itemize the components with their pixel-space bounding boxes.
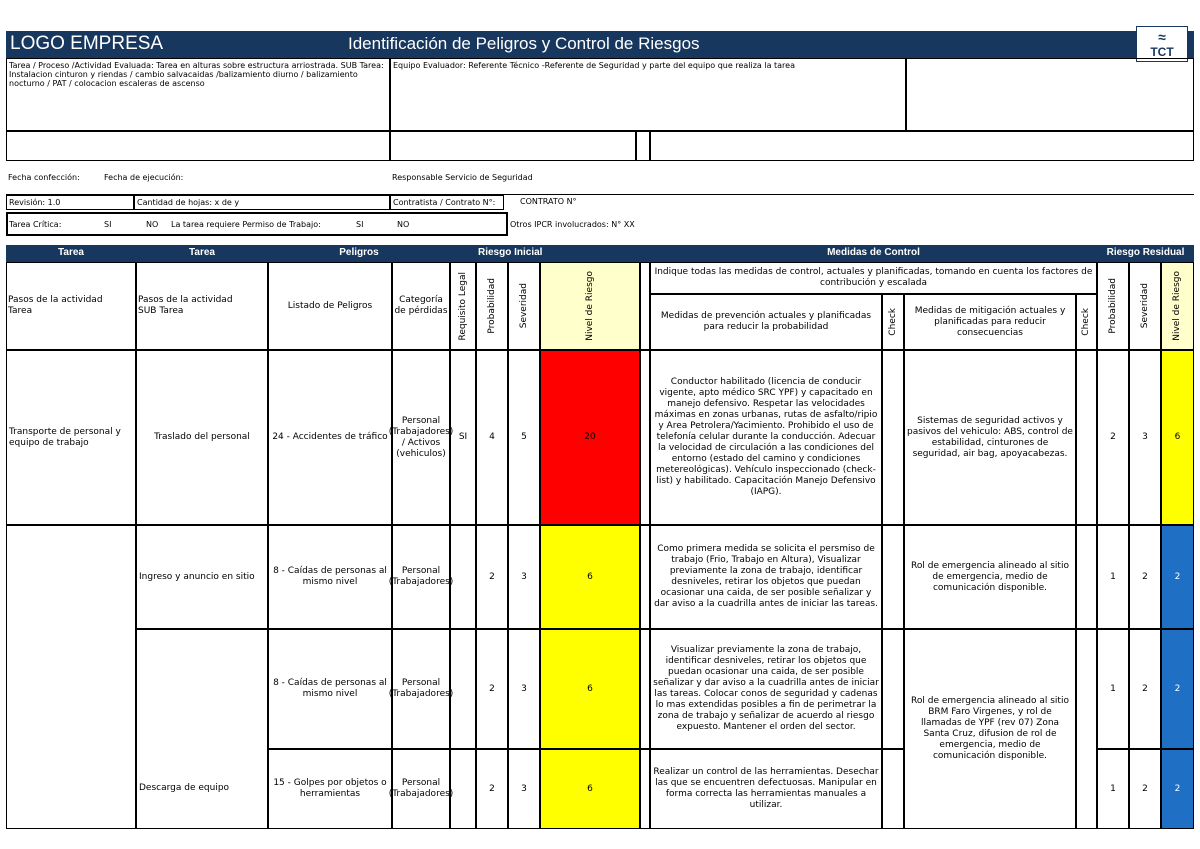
blank-cell (906, 58, 1194, 131)
section-riesgo-residual: Riesgo Residual (1097, 245, 1194, 262)
row3-probabilidad: 2 (476, 629, 508, 749)
row4-check-prevencion[interactable] (882, 749, 904, 829)
page-title: Identificación de Peligros y Control de Riesgos (348, 34, 700, 53)
col-check-mitigacion: Check (1076, 294, 1097, 350)
tarea-critica-label: Tarea Crítica: (9, 220, 62, 229)
permiso-no[interactable]: NO (397, 220, 410, 229)
col-severidad: Severidad (508, 262, 540, 350)
row2-prevencion: Como primera medida se solicita el persmiso de trabajo (Frio, Trabajo en Altura), Visualizar previamente la zona de trabajo, identificar desniveles, retirar los objetos que puedan ocasionar una caida, de ser posible señalizar y dar aviso a la cuadrilla antes de iniciar las tareas. (650, 525, 882, 629)
permiso-si[interactable]: SI (356, 220, 364, 229)
dates-row (6, 161, 1194, 195)
row4-peligro: 15 - Golpes por objetos o herramientas (268, 749, 392, 829)
rows-2-4-tarea (6, 525, 136, 829)
section-medidas: Medidas de Control (650, 245, 1097, 262)
col-requisito-legal: Requisito Legal (450, 262, 476, 350)
cantidad-hojas-field: Cantidad de hojas: x de y (134, 195, 390, 210)
row1-requisito: SI (450, 350, 476, 525)
row2-nivel-riesgo: 6 (540, 525, 640, 629)
fecha-confeccion: Fecha confección: (8, 173, 80, 182)
row4-prevencion: Realizar un control de las herramientas. Desechar las que se encuentren defectuosas. Manipular en forma correcta las herramientas manuales a utilizar. (650, 749, 882, 829)
col-categoria: Categoría de pérdidas (392, 262, 450, 350)
row1-severidad: 5 (508, 350, 540, 525)
row3-nivel-riesgo: 6 (540, 629, 640, 749)
row4-nivel-residual: 2 (1161, 749, 1194, 829)
tarea-proceso-field: Tarea / Proceso /Actividad Evaluada: Tarea en alturas sobre estructura arriostrada. SUB Tarea: Instalacion cinturon y riendas / cambio salvacaidas /balizamiento diurno / balizamiento nocturno / PAT / colocacion escaleras de ascenso (6, 58, 390, 131)
col-sev-residual: Severidad (1129, 262, 1161, 350)
equipo-evaluador-field: Equipo Evaluador: Referente Técnico -Referente de Seguridad y parte del equipo que realiza la tarea (390, 58, 906, 131)
row2-mitigacion: Rol de emergencia alineado al sitio de emergencia, medio de comunicación disponible. (904, 525, 1076, 629)
row4-probabilidad: 2 (476, 749, 508, 829)
permiso-trabajo-label: La tarea requiere Permiso de Trabajo: (171, 220, 321, 229)
row2-severidad: 3 (508, 525, 540, 629)
row1-sev-residual: 3 (1129, 350, 1161, 525)
row3-sev-residual: 2 (1129, 629, 1161, 749)
col-medidas-prevencion: Medidas de prevención actuales y planificadas para reducir la probabilidad (650, 294, 882, 350)
responsable-seguridad: Responsable Servicio de Seguridad (392, 173, 533, 182)
fecha-ejecucion: Fecha de ejecución: (104, 173, 184, 182)
col-pasos-tarea: Pasos de la actividad Tarea (6, 262, 136, 350)
row4-severidad: 3 (508, 749, 540, 829)
row3-prevencion: Visualizar previamente la zona de trabajo, identificar desniveles, retirar los objetos que puedan ocasionar una caida, de ser posible señalizar y dar aviso a la cuadrilla antes de iniciar las tareas. Colocar conos de seguridad y cadenas lo mas extendidas posibles a fin de perimetrar la zona de trabajo y señalizar de acuerdo al riesgo expuesto. Mantener el orden del sector. (650, 629, 882, 749)
row2-nivel-residual: 2 (1161, 525, 1194, 629)
row3-peligro: 8 - Caídas de personas al mismo nivel (268, 629, 392, 749)
row2-peligro: 8 - Caídas de personas al mismo nivel (268, 525, 392, 629)
section-riesgo-inicial: Riesgo Inicial (450, 245, 650, 262)
col-nivel-residual: Nivel de Riesgo (1161, 262, 1194, 350)
row2-sev-residual: 2 (1129, 525, 1161, 629)
blank-cell (636, 131, 650, 161)
row2-categoria: Personal (Trabajadores) (392, 525, 450, 629)
row4-subtarea: Descarga de equipo (136, 749, 268, 829)
col-listado-peligros: Listado de Peligros (268, 262, 392, 350)
blank-cell (6, 131, 390, 161)
row1-subtarea: Traslado del personal (136, 350, 268, 525)
row1-nivel-riesgo: 20 (540, 350, 640, 525)
row1-categoria: Personal (Trabajadores) / Activos (vehiculos) (392, 350, 450, 525)
col-indique-medidas: Indique todas las medidas de control, actuales y planificadas, tomando en cuenta los factores de contribución y escalada (650, 262, 1097, 294)
col-nivel-riesgo: Nivel de Riesgo (540, 262, 640, 350)
rows-3-4-mitigacion: Rol de emergencia alineado al sitio BRM Faro Virgenes, y rol de llamadas de YPF (rev 07) Zona Santa Cruz, difusion de rol de emergencia, medio de comunicación disponible. (904, 629, 1076, 829)
row4-spacer (640, 749, 650, 829)
tarea-critica-no[interactable]: NO (146, 220, 159, 229)
contratista-field: Contratista / Contrato N°: (390, 195, 504, 210)
company-logo: LOGO EMPRESA (10, 33, 164, 54)
tarea-critica-si[interactable]: SI (104, 220, 112, 229)
row3-categoria: Personal (Trabajadores) (392, 629, 450, 749)
col-prob-residual: Probabilidad (1097, 262, 1129, 350)
section-tarea: Tarea (6, 245, 136, 262)
row2-requisito (450, 525, 476, 629)
row1-prob-residual: 2 (1097, 350, 1129, 525)
col-pasos-subtarea: Pasos de la actividad SUB Tarea (136, 262, 268, 350)
row3-spacer (640, 629, 650, 749)
rows-3-4-check-mitigacion[interactable] (1076, 629, 1097, 829)
row1-peligro: 24 - Accidentes de tráfico (268, 350, 392, 525)
row3-check-prevencion[interactable] (882, 629, 904, 749)
rows-3-4-subtarea-top (136, 629, 268, 749)
section-peligros: Peligros (268, 245, 450, 262)
row3-requisito (450, 629, 476, 749)
row3-severidad: 3 (508, 629, 540, 749)
brand-logo: ≈ TCT (1136, 26, 1188, 62)
row4-sev-residual: 2 (1129, 749, 1161, 829)
row1-check-mitigacion[interactable] (1076, 350, 1097, 525)
row2-check-mitigacion[interactable] (1076, 525, 1097, 629)
row1-tarea: Transporte de personal y equipo de trabajo (6, 350, 136, 525)
row4-nivel-riesgo: 6 (540, 749, 640, 829)
row1-nivel-residual: 6 (1161, 350, 1194, 525)
row4-prob-residual: 1 (1097, 749, 1129, 829)
row2-probabilidad: 2 (476, 525, 508, 629)
row3-prob-residual: 1 (1097, 629, 1129, 749)
row1-spacer (640, 350, 650, 525)
row1-check-prevencion[interactable] (882, 350, 904, 525)
otros-ipcr: Otros IPCR involucrados: N° XX (510, 220, 635, 229)
blank-cell (650, 131, 1194, 161)
contrato-field: CONTRATO N° (520, 197, 577, 206)
blank-cell (390, 131, 636, 161)
row2-check-prevencion[interactable] (882, 525, 904, 629)
row2-prob-residual: 1 (1097, 525, 1129, 629)
row2-spacer (640, 525, 650, 629)
row3-nivel-residual: 2 (1161, 629, 1194, 749)
row4-categoria: Personal (Trabajadores) (392, 749, 450, 829)
col-probabilidad: Probabilidad (476, 262, 508, 350)
col-medidas-mitigacion: Medidas de mitigación actuales y planificadas para reducir consecuencias (904, 294, 1076, 350)
row1-prevencion: Conductor habilitado (licencia de conducir vigente, apto médico SRC YPF) y capacitado en manejo defensivo. Respetar las velocidades máximas en zonas urbanas, rutas de asfalto/ripio y Area Petrolera/Yacimiento. Prohibido el uso de telefonía celular durante la conducción. Adecuar la velocidad de circulación a las condiciones del entorno (estado del camino y condiciones metereológicas). Vehículo inspeccionado (check-list) y habilitado. Capacitación Manejo Defensivo (IAPG). (650, 350, 882, 525)
row4-requisito (450, 749, 476, 829)
row1-mitigacion: Sistemas de seguridad activos y pasivos del vehiculo: ABS, control de estabilidad, cinturones de seguridad, air bag, apoyacabezas. (904, 350, 1076, 525)
wifi-icon: ≈ (1158, 29, 1166, 45)
section-subtarea: Tarea (136, 245, 268, 262)
col-spacer (640, 262, 650, 350)
revision-field: Revisión: 1.0 (6, 195, 134, 210)
row1-probabilidad: 4 (476, 350, 508, 525)
row2-subtarea: Ingreso y anuncio en sitio (136, 525, 268, 629)
col-check-prevencion: Check (882, 294, 904, 350)
